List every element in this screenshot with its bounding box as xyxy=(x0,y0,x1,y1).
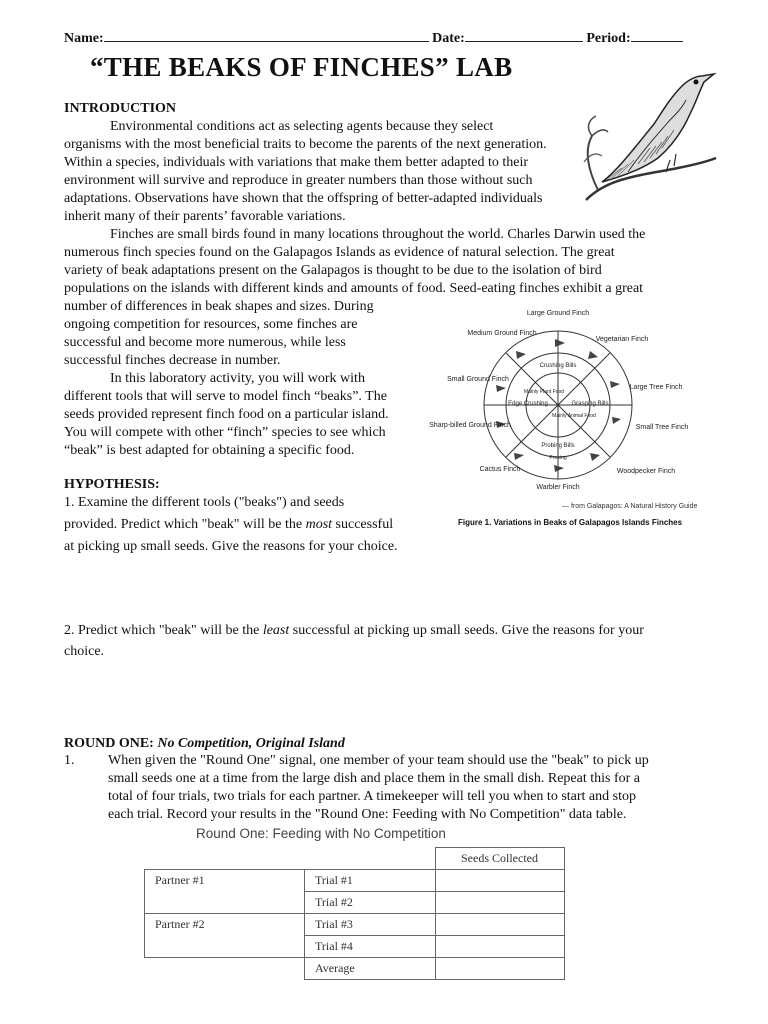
round-one-table-wrap xyxy=(144,847,565,980)
table-header-row xyxy=(145,848,565,870)
table-row xyxy=(145,869,565,891)
q1-line2-post: successful xyxy=(332,517,394,532)
q2-line2: choice. xyxy=(64,644,105,659)
intro-paragraph-3 xyxy=(64,370,424,460)
trial-4-cell: Trial #4 xyxy=(305,935,436,957)
trial-4-value[interactable] xyxy=(435,935,564,957)
intro-p3-line: In this laboratory activity, you will work with xyxy=(110,371,365,386)
step-line: When given the "Round One" signal, one member of your team should use the "beak" to pick up xyxy=(108,753,649,768)
q2-line1 xyxy=(64,620,724,641)
step-line: small seeds one at a time from the large dish and place them in the small dish. Repeat this for a xyxy=(108,771,640,786)
round-one-table xyxy=(144,847,565,980)
seeds-collected-header: Seeds Collected xyxy=(435,848,564,870)
finch-illustration xyxy=(578,50,718,210)
label-large-tree: Large Tree Finch xyxy=(629,384,683,391)
intro-p1-line: organisms with the most beneficial traits to become the parents of the next generation. xyxy=(64,137,547,152)
round-one-label: ROUND ONE: xyxy=(64,736,154,751)
label-edge-crushing: Edge Crushing xyxy=(508,401,548,407)
intro-p1-line: Within a species, individuals with variations that make them better adapted to their xyxy=(64,155,529,170)
intro-p2-line: ongoing competition for resources, some finches are xyxy=(64,317,358,332)
trial-2-cell: Trial #2 xyxy=(305,891,436,913)
date-label: Date: xyxy=(432,31,465,46)
trial-3-value[interactable] xyxy=(435,913,564,935)
label-small-tree: Small Tree Finch xyxy=(635,424,689,431)
table-row xyxy=(145,957,565,979)
q1-line2 xyxy=(64,514,444,536)
intro-p3-line: seeds provided represent finch food on a particular island. xyxy=(64,407,389,422)
q1-emphasis: most xyxy=(305,517,333,532)
partner-1-cell: Partner #1 xyxy=(145,869,305,913)
name-label: Name: xyxy=(64,31,104,46)
intro-p1-line: adaptations. Observations have shown that the offspring of better-adapted individuals xyxy=(64,191,543,206)
intro-p2-line: numerous finch species found on the Galapagos Islands as evidence of natural selection. The great xyxy=(64,245,615,260)
round-one-table-title: Round One: Feeding with No Competition xyxy=(196,826,446,841)
trial-1-value[interactable] xyxy=(435,869,564,891)
figure-caption: Figure 1. Variations in Beaks of Galapagos Islands Finches xyxy=(458,518,683,527)
label-woodpecker: Woodpecker Finch xyxy=(616,468,676,475)
intro-p2-line: variety of beak adaptations present on the Galapagos is thought to be due to the isolation of bird xyxy=(64,263,602,278)
hypothesis-q2 xyxy=(64,620,724,662)
intro-p2-line: successful finches decrease in number. xyxy=(64,353,281,368)
q1-line2-pre: provided. Predict which "beak" will be the xyxy=(64,517,306,532)
page-title: “THE BEAKS OF FINCHES” LAB xyxy=(90,52,513,82)
average-value[interactable] xyxy=(435,957,564,979)
trial-1-cell: Trial #1 xyxy=(305,869,436,891)
q1-line3: at picking up small seeds. Give the reasons for your choice. xyxy=(64,539,398,554)
label-medium-ground: Medium Ground Finch xyxy=(467,330,537,337)
period-label: Period: xyxy=(586,31,631,46)
header-line xyxy=(64,28,704,47)
intro-p3-line: different tools that will serve to model finch “beaks”. The xyxy=(64,389,387,404)
name-blank[interactable] xyxy=(104,28,429,42)
intro-p3-line: You will compete with other “finch” species to see which xyxy=(64,425,386,440)
trial-2-value[interactable] xyxy=(435,891,564,913)
hypothesis-heading: HYPOTHESIS: xyxy=(64,477,160,492)
label-vegetarian: Vegetarian Finch xyxy=(595,336,649,343)
step-line: total of four trials, two trials for each partner. A timekeeper will tell you when to start and stop xyxy=(108,789,636,804)
figure-credit: — from Galapagos: A Natural History Guide xyxy=(562,503,698,510)
round-one-subtitle: No Competition, Original Island xyxy=(157,736,345,751)
intro-p2-line: populations on the islands with different kinds and amounts of food. Seed-eating finches exhibit a great xyxy=(64,281,644,296)
round-one-step-text xyxy=(108,752,718,824)
trial-3-cell: Trial #3 xyxy=(305,913,436,935)
intro-p1-line: environment will survive and reproduce in greater numbers than those without such xyxy=(64,173,533,188)
step-line: each trial. Record your results in the "Round One: Feeding with No Competition" data table. xyxy=(108,807,627,822)
label-grasping: Grasping Bills xyxy=(571,401,609,407)
hypothesis-q1 xyxy=(64,492,444,558)
label-cactus: Cactus Finch xyxy=(479,466,521,473)
q2-pre: 2. Predict which "beak" will be the xyxy=(64,623,263,638)
label-sharp-billed: Sharp-billed Ground Finch xyxy=(429,422,511,429)
q2-post: successful at picking up small seeds. Give the reasons for your xyxy=(289,623,644,638)
q2-emphasis: least xyxy=(262,623,290,638)
intro-p3-line: “beak” is best adapted for obtaining a specific food. xyxy=(64,443,355,458)
period-blank[interactable] xyxy=(631,28,683,42)
intro-p2-line: successful and become more numerous, while less xyxy=(64,335,346,350)
label-small-ground: Small Ground Finch xyxy=(447,376,509,383)
intro-paragraph-1 xyxy=(64,118,594,226)
date-blank[interactable] xyxy=(465,28,583,42)
label-probing: Probing xyxy=(549,455,567,461)
label-animal-food: Mainly Animal Food xyxy=(552,413,596,419)
q1-line1: 1. Examine the different tools ("beaks") and seeds xyxy=(64,495,345,510)
label-crushing: Crushing Bills xyxy=(539,363,577,369)
intro-p1-line: inherit many of their parents’ favorable variations. xyxy=(64,209,346,224)
label-large-ground: Large Ground Finch xyxy=(526,310,590,317)
label-warbler: Warbler Finch xyxy=(536,484,580,491)
intro-p2-line: number of differences in beak shapes and sizes. During xyxy=(64,299,374,314)
partner-2-cell: Partner #2 xyxy=(145,913,305,957)
round-one-heading xyxy=(64,736,345,752)
intro-p2-line: Finches are small birds found in many locations throughout the world. Charles Darwin used the xyxy=(110,227,646,242)
average-cell: Average xyxy=(305,957,436,979)
label-plant-food: Mainly Plant Food xyxy=(523,389,565,395)
finch-beak-wheel-diagram xyxy=(429,305,720,515)
intro-p1-line: Environmental conditions act as selecting agents because they select xyxy=(110,119,494,134)
round-one-step-number: 1. xyxy=(64,753,75,768)
introduction-heading: INTRODUCTION xyxy=(64,101,177,116)
label-probing-bills: Probing Bills xyxy=(541,443,575,449)
table-row xyxy=(145,913,565,935)
